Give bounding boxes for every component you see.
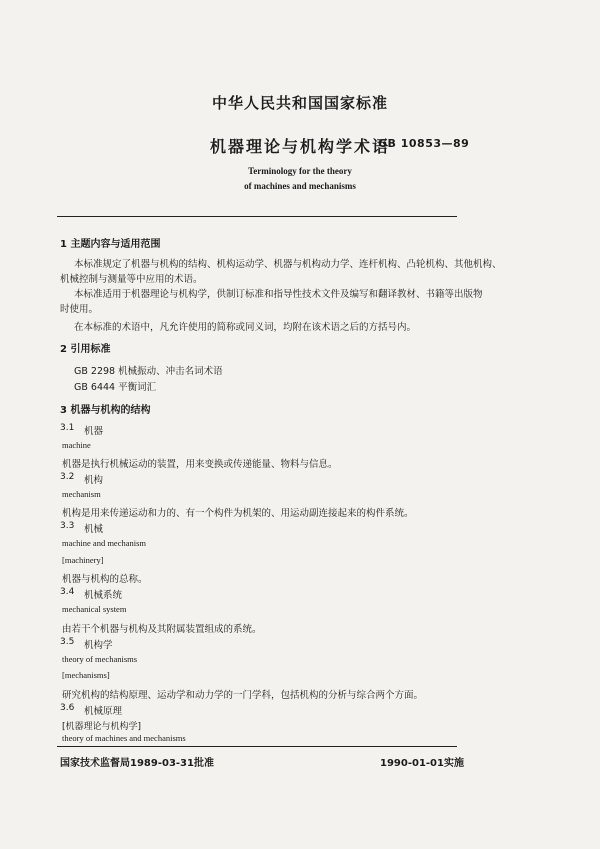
section-1-paragraph-3: 在本标准的术语中，凡允许使用的简称或同义词，均附在该术语之后的方括号内。: [74, 322, 417, 333]
section-1-paragraph-1-line-2: 机械控制与测量等中应用的术语。: [60, 274, 203, 285]
term-english: theory of mechanisms: [62, 654, 138, 664]
term-chinese: 机械: [84, 524, 104, 535]
document-title-english-line2: of machines and mechanisms: [244, 181, 356, 191]
term-number: 3.6: [60, 703, 75, 713]
term-synonym: [机器理论与机构学]: [62, 722, 142, 732]
term-chinese: 机构学: [84, 640, 113, 651]
term-chinese: 机械系统: [84, 590, 123, 601]
term-definition: 机器与机构的总称。: [62, 574, 148, 585]
term-number: 3.4: [60, 587, 75, 597]
term-definition: 研究机构的结构原理、运动学和动力学的一门学科，包括机构的分析与综合两个方面。: [62, 690, 424, 701]
term-english: machine: [62, 440, 91, 450]
term-number: 3.1: [60, 423, 75, 433]
term-english: machine and mechanism: [62, 538, 147, 548]
top-divider: [57, 216, 457, 217]
document-title-chinese: 机器理论与机构学术语: [209, 137, 390, 156]
section-1-paragraph-2-line-1: 本标准适用于机器理论与机构学，供制订标准和指导性技术文件及编写和翻译教材、书籍等出版物: [74, 289, 483, 300]
term-number: 3.5: [60, 637, 75, 647]
term-english: mechanism: [62, 489, 101, 499]
term-chinese: 机构: [84, 475, 104, 486]
section-1-heading: 1 主题内容与适用范围: [60, 239, 161, 250]
term-chinese: 机械原理: [84, 706, 123, 717]
approval-date: 国家技术监督局1989-03-31批准: [60, 758, 214, 769]
document-title-english-line1: Terminology for the theory: [248, 166, 352, 176]
term-definition: 由若干个机器与机构及其附属装置组成的系统。: [62, 624, 262, 635]
term-english: theory of machines and mechanisms: [62, 733, 186, 743]
term-chinese: 机器: [84, 426, 104, 437]
term-synonym: [mechanisms]: [62, 670, 110, 680]
term-definition: 机器是执行机械运动的装置，用来变换或传递能量、物料与信息。: [62, 459, 338, 470]
term-number: 3.3: [60, 521, 75, 531]
section-1-paragraph-1-line-1: 本标准规定了机器与机构的结构、机构运动学、机器与机构动力学、连杆机构、凸轮机构、其他机构、: [74, 259, 502, 270]
section-3-heading: 3 机器与机构的结构: [60, 405, 151, 416]
section-1-paragraph-2-line-2: 时使用。: [60, 304, 99, 315]
effective-date: 1990-01-01实施: [380, 758, 464, 769]
term-definition: 机构是用来传递运动和力的、有一个构件为机架的、用运动副连接起来的构件系统。: [62, 508, 414, 519]
term-english: mechanical system: [62, 604, 127, 614]
term-synonym: [machinery]: [62, 555, 104, 565]
bottom-divider: [57, 746, 457, 747]
reference-standard-1: GB 2298 机械振动、冲击名词术语: [74, 366, 223, 377]
term-number: 3.2: [60, 472, 75, 482]
reference-standard-2: GB 6444 平衡词汇: [74, 382, 157, 393]
section-2-heading: 2 引用标准: [60, 344, 111, 355]
standard-number: GB 10853—89: [378, 137, 470, 150]
national-standard-header: 中华人民共和国国家标准: [211, 94, 388, 112]
